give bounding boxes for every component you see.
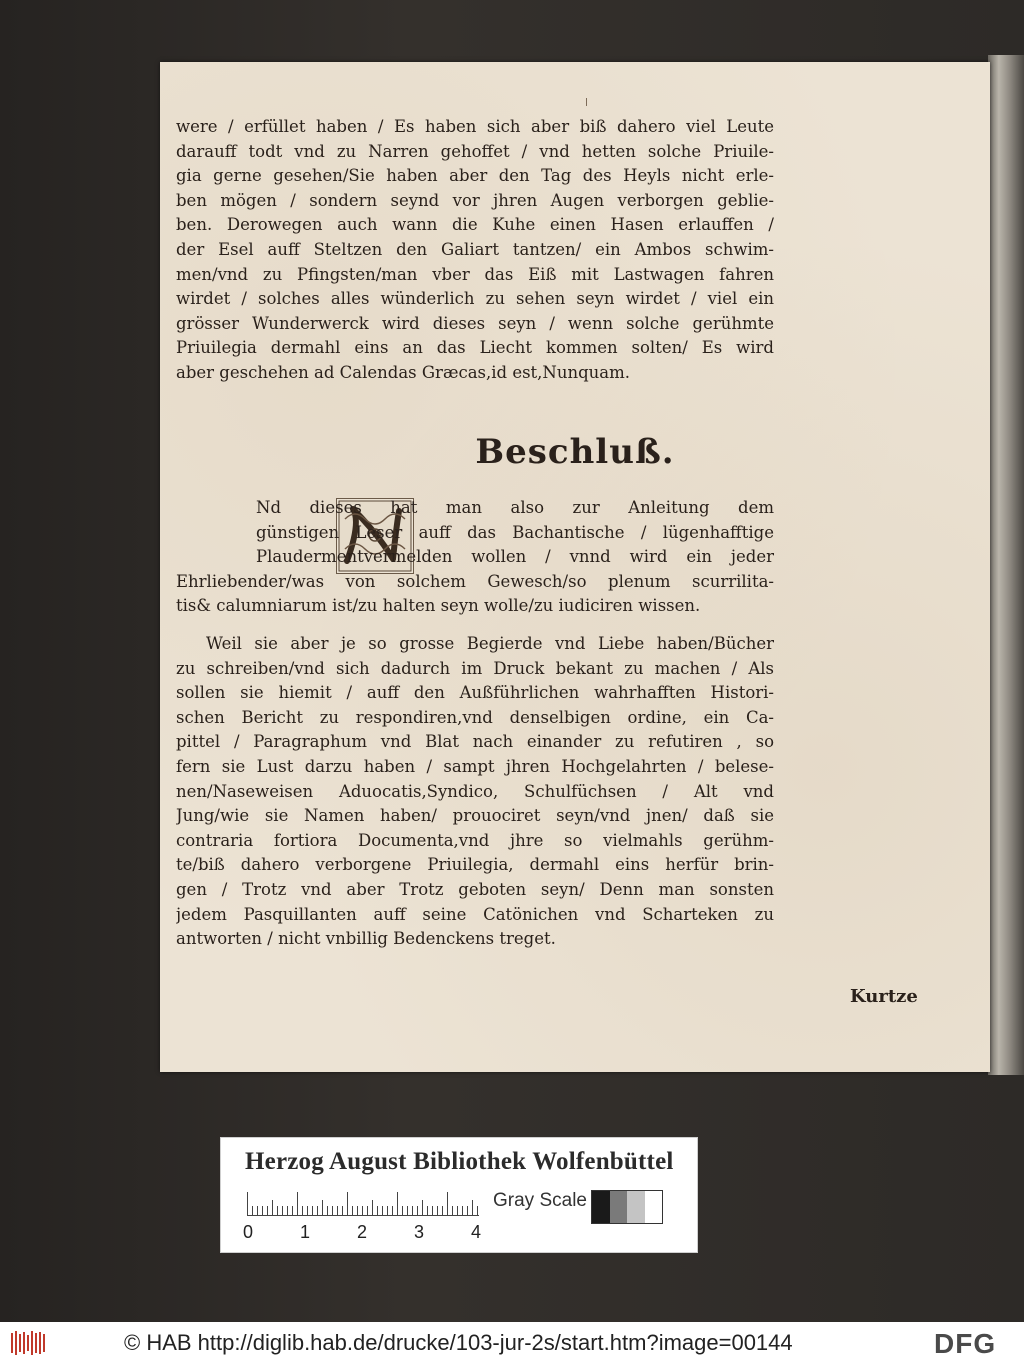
page-mark	[586, 98, 587, 106]
ruler-tick	[277, 1206, 278, 1216]
gray-scale-patch	[610, 1191, 628, 1223]
ruler-tick	[467, 1206, 468, 1216]
ruler-tick	[407, 1206, 408, 1216]
ruler-tick	[382, 1206, 383, 1216]
text-line: contraria fortiora Documenta,vnd jhre so vielmahls gerühm-	[176, 830, 774, 850]
ruler-tick	[417, 1206, 418, 1216]
text-line: Nd dieses hat man also zur Anleitung dem	[256, 498, 774, 517]
text-line: tis& calumniarum ist/zu halten seyn wolle/zu iudiciren wissen.	[176, 596, 701, 616]
ruler-tick	[312, 1206, 313, 1216]
ruler-tick	[442, 1206, 443, 1216]
ruler-tick	[462, 1206, 463, 1216]
catchword: Kurtze	[850, 986, 918, 1007]
text-line: ben. Derowegen auch wann die Kuhe einen Hasen erlauffen /	[176, 215, 774, 235]
ruler-tick	[337, 1206, 338, 1216]
ruler-tick	[397, 1192, 398, 1216]
ruler-tick	[272, 1200, 273, 1216]
ruler-tick	[477, 1206, 478, 1216]
text-line: schen Bericht zu respondiren,vnd denselbigen ordine, ein Ca-	[176, 707, 774, 727]
text-line: Ehrliebender/was von solchem Gewesch/so plenum scurrilita-	[176, 571, 774, 591]
ruler-tick	[252, 1206, 253, 1216]
ruler-tick	[292, 1206, 293, 1216]
gray-scale-patch	[645, 1191, 663, 1223]
ruler-tick	[362, 1206, 363, 1216]
paragraph-1	[176, 115, 774, 386]
gray-scale-swatch	[591, 1190, 663, 1224]
text-line: pittel / Paragraphum vnd Blat nach einander zu refutiren , so	[176, 732, 774, 752]
ruler-tick	[422, 1200, 423, 1216]
ruler-tick	[377, 1206, 378, 1216]
text-line: der Esel auff Steltzen den Galiart tantzen/ ein Ambos schwim-	[176, 239, 774, 259]
ruler-tick	[412, 1206, 413, 1216]
dfg-logo: DFG	[934, 1328, 997, 1359]
ruler-tick	[392, 1206, 393, 1216]
library-name: Herzog August Bibliothek Wolfenbüttel	[245, 1148, 674, 1175]
text-line: wirdet / solches alles wünderlich zu sehen seyn wirdet / viel ein	[176, 289, 774, 309]
text-line: men/vnd zu Pfingsten/man vber das Eiß mit Lastwagen fahren	[176, 264, 774, 284]
ruler-number: 0	[243, 1222, 254, 1242]
ruler-tick	[447, 1192, 448, 1216]
ruler-tick	[322, 1200, 323, 1216]
text-line: Weil sie aber je so grosse Begierde vnd Liebe haben/Bücher	[206, 634, 774, 653]
ruler-tick	[347, 1192, 348, 1216]
text-line: darauff todt vnd zu Narren gehoffet / vnd hetten solche Priuile-	[176, 141, 774, 161]
text-line: gen / Trotz vnd aber Trotz geboten seyn/ Denn man sonsten	[176, 879, 774, 899]
ruler-tick	[317, 1206, 318, 1216]
text-line: te/biß dahero verborgene Priuilegia, dermahl eins herfür brin-	[176, 855, 774, 875]
paragraph-2	[176, 496, 774, 619]
text-line: Jung/wie sie Namen haben/ prouociret seyn/vnd jnen/ daß sie	[176, 806, 774, 826]
ruler-tick	[387, 1206, 388, 1216]
hab-barcode-icon	[10, 1330, 46, 1356]
ruler-tick	[432, 1206, 433, 1216]
ruler-tick	[472, 1200, 473, 1216]
text-line: antworten / nicht vnbillig Bedenckens treget.	[176, 929, 556, 949]
paragraph-3	[176, 632, 774, 952]
text-line: ben mögen / sondern seynd vor jhren Augen verborgen geblie-	[176, 190, 774, 210]
gray-scale-patch	[592, 1191, 610, 1223]
gray-scale-label: Gray Scale	[493, 1190, 587, 1211]
ruler-tick	[297, 1192, 298, 1216]
ruler-tick	[372, 1200, 373, 1216]
ruler-tick	[282, 1206, 283, 1216]
text-line: grösser Wunderwerck wird dieses seyn / wenn solche gerühmte	[176, 313, 774, 333]
ruler-tick	[452, 1206, 453, 1216]
ruler-tick	[257, 1206, 258, 1216]
ruler-tick	[457, 1206, 458, 1216]
ruler-tick	[437, 1206, 438, 1216]
ruler-number: 4	[471, 1222, 482, 1242]
text-line: were / erfüllet haben / Es haben sich aber biß dahero viel Leute	[176, 117, 774, 136]
gray-scale-patch	[627, 1191, 645, 1223]
ruler-tick	[367, 1206, 368, 1216]
ruler-numbers	[243, 1222, 493, 1244]
ruler-tick	[302, 1206, 303, 1216]
ruler-number: 3	[414, 1222, 425, 1242]
text-line: Priuilegia dermahl eins an das Liecht kommen solten/ Es wird	[176, 338, 774, 358]
ruler-tick	[307, 1206, 308, 1216]
text-line: fern sie Lust darzu haben / sampt jhren Hochgelahrten / belese-	[176, 756, 774, 776]
text-line: jedem Pasquillanten auff seine Catönichen vnd Scharteken zu	[176, 904, 774, 924]
ruler-tick	[247, 1192, 248, 1216]
ruler-tick	[402, 1206, 403, 1216]
text-line: zu schreiben/vnd sich dadurch im Druck bekant zu machen / Als	[176, 658, 774, 678]
ruler-tick	[427, 1206, 428, 1216]
text-line: günstigen Leser auff das Bachantische / lügenhafftige	[256, 522, 774, 542]
footer-bar	[0, 1322, 1024, 1363]
ruler-tick	[262, 1206, 263, 1216]
text-line: aber geschehen ad Calendas Græcas,id est,Nunquam.	[176, 362, 631, 382]
ruler-tick	[352, 1206, 353, 1216]
library-label-card	[220, 1137, 698, 1253]
section-heading: Beschluß.	[475, 432, 675, 472]
text-line: sollen sie hiemit / auff den Außführlichen wahrhafften Histori-	[176, 683, 774, 703]
text-line: gia gerne gesehen/Sie haben aber den Tag des Heyls nicht erle-	[176, 166, 774, 186]
ruler-number: 2	[357, 1222, 368, 1242]
page-edge	[988, 55, 1024, 1075]
text-line: Plaudermentvermelden wollen / vnnd wird ein jeder	[256, 547, 774, 567]
ruler-tick	[357, 1206, 358, 1216]
ruler-number: 1	[300, 1222, 311, 1242]
text-line: nen/Naseweisen Aduocatis,Syndico, Schulfüchsen / Alt vnd	[176, 781, 774, 801]
ruler-tick	[332, 1206, 333, 1216]
ruler-tick	[267, 1206, 268, 1216]
copyright-url[interactable]: © HAB http://diglib.hab.de/drucke/103-jur-2s/start.htm?image=00144	[124, 1330, 793, 1355]
ruler-tick	[327, 1206, 328, 1216]
ruler-tick	[287, 1206, 288, 1216]
ruler-tick	[342, 1206, 343, 1216]
scale-ruler	[247, 1190, 487, 1216]
